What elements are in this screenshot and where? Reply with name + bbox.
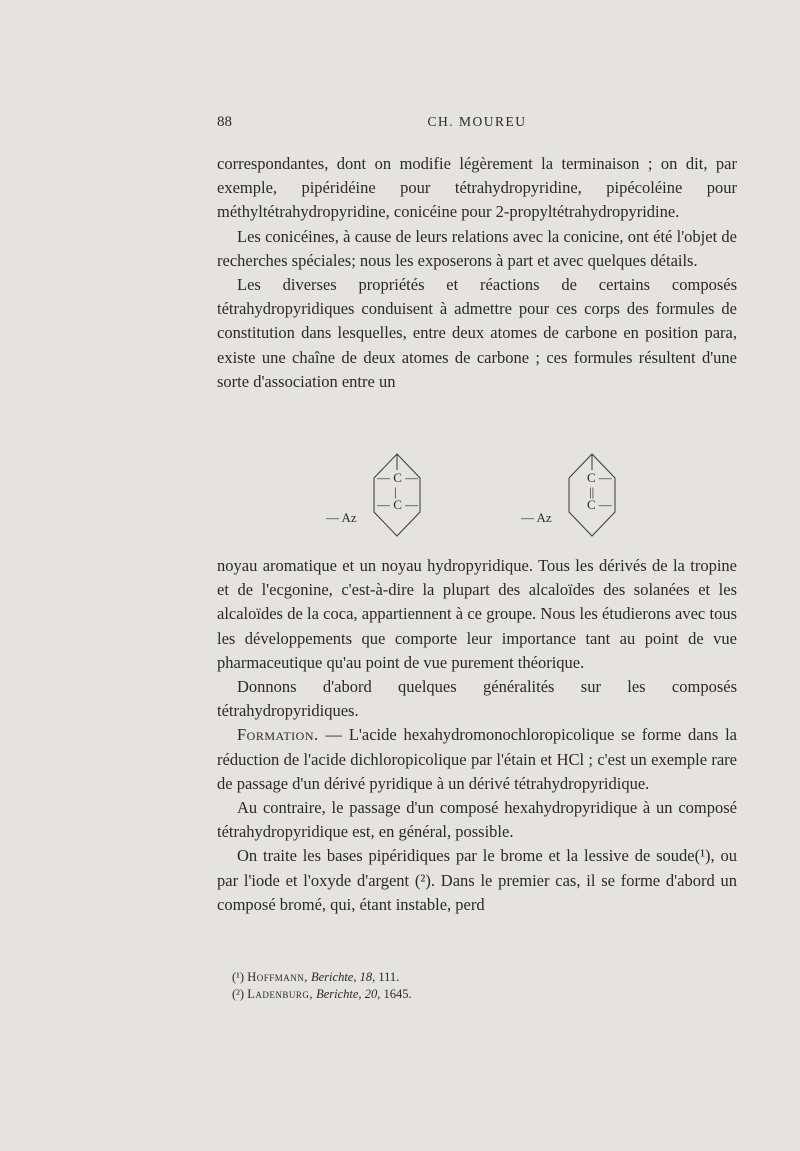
footnote-author: Hoffmann,	[247, 970, 308, 984]
structural-formula-left	[326, 448, 436, 538]
formula-right-carbon-bottom: C —	[587, 497, 612, 512]
footnote-journal: Berichte,	[316, 987, 362, 1001]
formula-right-double-bond: ||	[589, 484, 595, 499]
footnote-mark: (²)	[232, 987, 245, 1001]
footnote-journal: Berichte,	[311, 970, 357, 984]
formula-left-carbon-top: — C —	[377, 470, 419, 485]
paragraph-text: — L'acide hexahydromonochloropicolique se forme dans la réduction de l'acide dichloropicolique par l'étain et HCl ; c'est un exemple rare de passage d'un dérivé pyridique à un dérivé tétrahydropyridique.	[217, 725, 737, 793]
formula-right-az: — Az	[521, 510, 552, 525]
paragraph: Les conicéines, à cause de leurs relations avec la conicine, ont été l'objet de recherches spéciales; nous les exposerons à part et avec quelques détails.	[217, 226, 737, 270]
footnote-author: Ladenburg,	[247, 987, 313, 1001]
formula-right-carbon-top: C —	[587, 470, 612, 485]
footnote-mark: (¹)	[232, 970, 245, 984]
formula-left-bond: |	[394, 484, 397, 499]
paragraph: Les diverses propriétés et réactions de certains composés tétrahydropyridiques conduisent à admettre pour ces corps des formules de constitution dans lesquelles, entre deux atomes de carbone en position para, existe une chaîne de deux atomes de carbone ; ces formules résultent d'une sorte d'association entre un	[217, 275, 737, 391]
section-label: Formation.	[237, 725, 319, 745]
footnote-page: 1645.	[380, 987, 412, 1001]
formula-left-az: — Az	[326, 510, 357, 525]
footnote-page: 111.	[375, 970, 400, 984]
text-block-top	[217, 152, 737, 394]
paragraph: correspondantes, dont on modifie légèrement la terminaison ; on dit, par exemple, pipéridéine pour tétrahydropyridine, pipécoléine pour méthyltétrahydropyridine, conicéine pour 2-propyltétrahydropyridine.	[217, 154, 737, 222]
footnote-ref-1[interactable]: (¹)	[694, 846, 711, 866]
paragraph: Donnons d'abord quelques généralités sur les composés tétrahydropyridiques.	[217, 677, 737, 721]
structural-formula-right	[521, 448, 631, 538]
paragraph: Au contraire, le passage d'un composé hexahydropyridique à un composé tétrahydropyridique est, en général, possible.	[217, 798, 737, 842]
paragraph-text: On traite les bases pipéridiques par le brome et la lessive de soude	[237, 846, 695, 866]
page-number: 88	[217, 114, 232, 130]
paragraph-text: , ou par l'iode et l'oxyde d'argent	[217, 846, 737, 890]
text-block-bottom	[217, 554, 737, 917]
footnotes	[232, 969, 632, 1003]
footnote-volume: 20,	[364, 987, 381, 1001]
footnote-volume: 18,	[359, 970, 376, 984]
running-head: CH. MOUREU	[427, 114, 527, 129]
paragraph-formation	[217, 723, 737, 796]
paragraph-with-refs	[217, 844, 737, 917]
paragraph-text: . Dans le premier cas, il se forme d'abord un composé bromé, qui, étant instable, perd	[217, 870, 737, 914]
paragraph: noyau aromatique et un noyau hydropyridique. Tous les dérivés de la tropine et de l'ecgonine, c'est-à-dire la plupart des alcaloïdes des solanées et les alcaloïdes de la coca, appartiennent à ce groupe. Nous les étudierons avec tous les développements que comporte leur importance tant au point de vue pharmaceutique qu'au point de vue purement théorique.	[217, 556, 737, 672]
formula-left-carbon-bottom: — C —	[377, 497, 419, 512]
footnote	[232, 986, 632, 1003]
footnote	[232, 969, 632, 986]
page-header	[217, 114, 737, 136]
footnote-ref-2[interactable]: (²)	[414, 870, 431, 890]
